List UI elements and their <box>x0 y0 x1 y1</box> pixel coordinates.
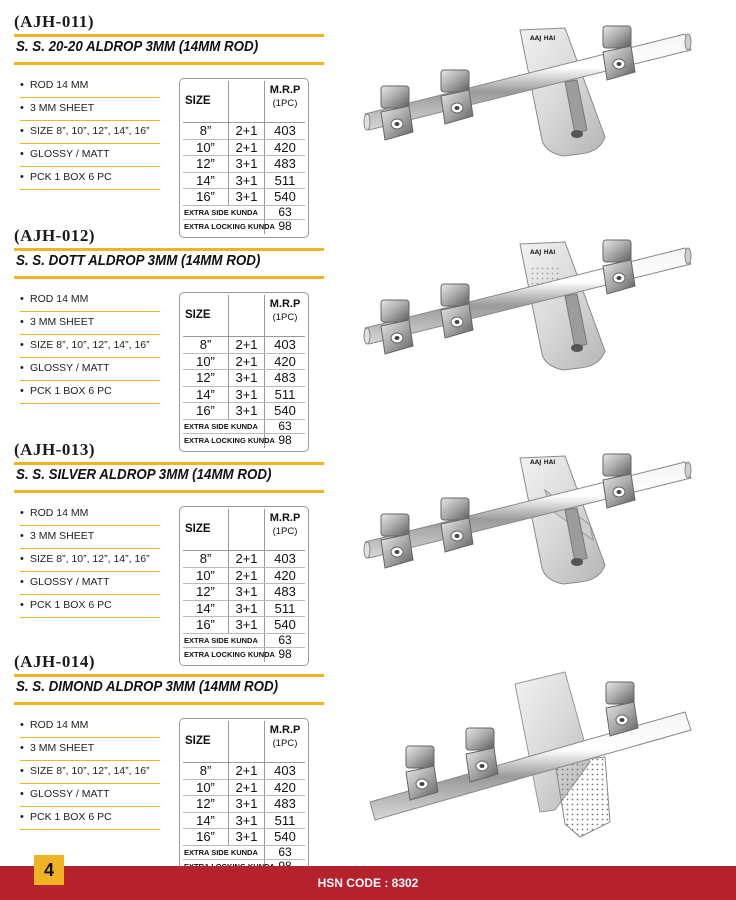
feature-item <box>20 168 160 191</box>
brand-mark: AAJ HAI <box>530 35 556 42</box>
feature-text: SIZE 8”, 10”, 12”, 14”, 16” <box>30 553 150 565</box>
cell-pack: 2+1 <box>229 337 265 353</box>
extra-row <box>183 206 305 220</box>
cell-pack: 3+1 <box>229 584 265 600</box>
table-row <box>183 403 305 420</box>
extra-label: EXTRA LOCKING KUNDA <box>183 648 265 662</box>
feature-text: PCK 1 BOX 6 PC <box>30 385 112 397</box>
feature-item <box>20 596 160 619</box>
feature-item <box>20 716 160 739</box>
feature-text: GLOSSY / MATT <box>30 148 110 160</box>
cell-size: 8” <box>183 123 229 139</box>
cell-pack: 3+1 <box>229 403 265 419</box>
cell-mrp: 511 <box>274 600 296 616</box>
price-table <box>179 78 309 238</box>
feature-list <box>20 290 160 405</box>
product-code: (AJH-014) <box>14 652 95 671</box>
table-row <box>183 763 305 780</box>
footer-bar <box>0 866 736 900</box>
table-row <box>183 123 305 140</box>
feature-text: GLOSSY / MATT <box>30 362 110 374</box>
feature-item <box>20 122 160 145</box>
bullet-icon: • <box>20 148 24 160</box>
mrp-header: M.R.P <box>269 84 301 96</box>
cell-size: 14” <box>183 813 229 829</box>
cell-mrp: 420 <box>274 779 296 795</box>
accent-rule <box>14 62 324 65</box>
cell-mrp: 511 <box>274 172 296 188</box>
bullet-icon: • <box>20 742 24 754</box>
cell-mrp: 403 <box>274 123 296 138</box>
cell-mrp: 420 <box>274 567 296 583</box>
price-table <box>179 718 309 878</box>
table-row <box>183 387 305 404</box>
feature-text: ROD 14 MM <box>30 79 89 91</box>
feature-text: ROD 14 MM <box>30 719 89 731</box>
feature-text: 3 MM SHEET <box>30 102 95 114</box>
cell-size: 8” <box>183 551 229 567</box>
feature-text: SIZE 8”, 10”, 12”, 14”, 16” <box>30 125 150 137</box>
table-row <box>183 601 305 618</box>
brand-mark: AAJ HAI <box>530 459 556 466</box>
feature-item <box>20 76 160 99</box>
extra-mrp: 63 <box>278 204 292 219</box>
accent-rule <box>14 248 324 251</box>
feature-text: GLOSSY / MATT <box>30 788 110 800</box>
table-row <box>183 617 305 634</box>
extra-row <box>183 634 305 648</box>
pack-header <box>229 81 265 122</box>
feature-item <box>20 313 160 336</box>
table-row <box>183 156 305 173</box>
cell-mrp: 403 <box>274 551 296 566</box>
unit-header: (1PC) <box>272 738 298 749</box>
product-code: (AJH-011) <box>14 12 95 31</box>
cell-size: 10” <box>183 354 229 370</box>
cell-pack: 3+1 <box>229 156 265 172</box>
unit-header: (1PC) <box>272 312 298 323</box>
pack-header <box>229 295 265 336</box>
cell-pack: 3+1 <box>229 796 265 812</box>
extra-mrp: 63 <box>278 418 292 433</box>
cell-size: 8” <box>183 337 229 353</box>
accent-rule <box>14 674 324 677</box>
table-row <box>183 173 305 190</box>
product-section <box>0 440 736 661</box>
feature-text: ROD 14 MM <box>30 507 89 519</box>
table-row <box>183 829 305 846</box>
feature-item <box>20 336 160 359</box>
extra-label: EXTRA SIDE KUNDA <box>183 206 265 219</box>
extra-mrp: 63 <box>278 844 292 859</box>
cell-pack: 3+1 <box>229 617 265 633</box>
bullet-icon: • <box>20 293 24 305</box>
table-row <box>183 354 305 371</box>
accent-rule <box>14 34 324 37</box>
bullet-icon: • <box>20 788 24 800</box>
cell-mrp: 511 <box>274 386 296 402</box>
feature-list <box>20 716 160 831</box>
feature-list <box>20 504 160 619</box>
cell-size: 16” <box>183 403 229 419</box>
mrp-header-cell <box>265 295 305 336</box>
product-image <box>355 440 700 652</box>
cell-pack: 2+1 <box>229 140 265 156</box>
bullet-icon: • <box>20 719 24 731</box>
cell-size: 12” <box>183 156 229 172</box>
extra-mrp: 98 <box>278 218 292 233</box>
product-section <box>0 226 736 447</box>
size-header: SIZE <box>183 509 229 550</box>
cell-mrp: 403 <box>274 763 296 778</box>
cell-size: 16” <box>183 617 229 633</box>
product-image <box>355 652 700 864</box>
bullet-icon: • <box>20 102 24 114</box>
feature-item <box>20 573 160 596</box>
extra-mrp: 98 <box>278 646 292 661</box>
bullet-icon: • <box>20 171 24 183</box>
cell-size: 14” <box>183 387 229 403</box>
bullet-icon: • <box>20 125 24 137</box>
mrp-header-cell <box>265 81 305 122</box>
extra-label: EXTRA LOCKING KUNDA <box>183 434 265 448</box>
feature-text: SIZE 8”, 10”, 12”, 14”, 16” <box>30 765 150 777</box>
unit-header: (1PC) <box>272 526 298 537</box>
price-table-header <box>183 509 305 551</box>
cell-mrp: 483 <box>274 370 296 385</box>
cell-mrp: 540 <box>274 189 296 204</box>
mrp-header-cell <box>265 721 305 762</box>
cell-mrp: 511 <box>274 812 296 828</box>
table-row <box>183 813 305 830</box>
extra-label: EXTRA SIDE KUNDA <box>183 420 265 433</box>
product-title: S. S. DOTT ALDROP 3MM (14MM ROD) <box>16 253 261 269</box>
cell-mrp: 483 <box>274 156 296 171</box>
cell-mrp: 420 <box>274 139 296 155</box>
cell-mrp: 540 <box>274 829 296 844</box>
cell-pack: 3+1 <box>229 189 265 205</box>
feature-item <box>20 382 160 405</box>
cell-mrp: 403 <box>274 337 296 352</box>
cell-pack: 2+1 <box>229 551 265 567</box>
table-row <box>183 370 305 387</box>
product-image <box>355 226 700 438</box>
cell-pack: 3+1 <box>229 829 265 845</box>
price-table-header <box>183 295 305 337</box>
extra-label: EXTRA SIDE KUNDA <box>183 634 265 647</box>
feature-item <box>20 808 160 831</box>
cell-pack: 2+1 <box>229 354 265 370</box>
feature-item <box>20 359 160 382</box>
cell-pack: 3+1 <box>229 601 265 617</box>
feature-text: 3 MM SHEET <box>30 742 95 754</box>
table-row <box>183 337 305 354</box>
cell-pack: 3+1 <box>229 813 265 829</box>
cell-pack: 2+1 <box>229 123 265 139</box>
bullet-icon: • <box>20 362 24 374</box>
cell-size: 10” <box>183 140 229 156</box>
cell-pack: 3+1 <box>229 387 265 403</box>
cell-size: 10” <box>183 780 229 796</box>
unit-header: (1PC) <box>272 98 298 109</box>
bullet-icon: • <box>20 811 24 823</box>
feature-text: SIZE 8”, 10”, 12”, 14”, 16” <box>30 339 150 351</box>
feature-item <box>20 785 160 808</box>
feature-item <box>20 145 160 168</box>
mrp-header-cell <box>265 509 305 550</box>
cell-pack: 3+1 <box>229 370 265 386</box>
aldrop-product-image <box>355 652 700 864</box>
feature-item <box>20 290 160 313</box>
product-image <box>355 12 700 224</box>
aldrop-product-image <box>355 440 700 652</box>
cell-mrp: 540 <box>274 617 296 632</box>
cell-size: 10” <box>183 568 229 584</box>
price-table <box>179 506 309 666</box>
feature-item <box>20 527 160 550</box>
feature-text: PCK 1 BOX 6 PC <box>30 811 112 823</box>
accent-rule <box>14 276 324 279</box>
page-number: 4 <box>34 855 64 885</box>
aldrop-product-image <box>355 226 700 438</box>
size-header: SIZE <box>183 81 229 122</box>
mrp-header: M.R.P <box>269 298 301 310</box>
cell-mrp: 483 <box>274 796 296 811</box>
extra-label: EXTRA SIDE KUNDA <box>183 846 265 859</box>
extra-mrp: 63 <box>278 632 292 647</box>
cell-pack: 3+1 <box>229 173 265 189</box>
table-row <box>183 796 305 813</box>
bullet-icon: • <box>20 316 24 328</box>
feature-item <box>20 99 160 122</box>
feature-text: GLOSSY / MATT <box>30 576 110 588</box>
feature-item <box>20 762 160 785</box>
cell-mrp: 483 <box>274 584 296 599</box>
feature-list <box>20 76 160 191</box>
bullet-icon: • <box>20 576 24 588</box>
price-table <box>179 292 309 452</box>
product-section <box>0 12 736 233</box>
pack-header <box>229 721 265 762</box>
size-header: SIZE <box>183 295 229 336</box>
product-title: S. S. DIMOND ALDROP 3MM (14MM ROD) <box>16 679 279 695</box>
feature-text: 3 MM SHEET <box>30 530 95 542</box>
cell-pack: 2+1 <box>229 780 265 796</box>
mrp-header: M.R.P <box>269 512 301 524</box>
mrp-header: M.R.P <box>269 724 301 736</box>
cell-size: 12” <box>183 584 229 600</box>
table-row <box>183 780 305 797</box>
cell-mrp: 420 <box>274 353 296 369</box>
cell-size: 16” <box>183 829 229 845</box>
size-header: SIZE <box>183 721 229 762</box>
extra-mrp: 98 <box>278 432 292 447</box>
feature-item <box>20 550 160 573</box>
bullet-icon: • <box>20 530 24 542</box>
price-table-header <box>183 81 305 123</box>
feature-text: ROD 14 MM <box>30 293 89 305</box>
feature-item <box>20 739 160 762</box>
table-row <box>183 140 305 157</box>
table-row <box>183 189 305 206</box>
accent-rule <box>14 702 324 705</box>
brand-mark: AAJ HAI <box>530 249 556 256</box>
hsn-code: HSN CODE : 8302 <box>317 876 419 890</box>
cell-pack: 2+1 <box>229 568 265 584</box>
bullet-icon: • <box>20 79 24 91</box>
price-table-header <box>183 721 305 763</box>
cell-size: 16” <box>183 189 229 205</box>
cell-size: 12” <box>183 796 229 812</box>
feature-item <box>20 504 160 527</box>
accent-rule <box>14 462 324 465</box>
cell-size: 8” <box>183 763 229 779</box>
product-title: S. S. 20-20 ALDROP 3MM (14MM ROD) <box>16 39 259 55</box>
extra-row <box>183 420 305 434</box>
product-code: (AJH-012) <box>14 226 95 245</box>
feature-text: 3 MM SHEET <box>30 316 95 328</box>
pack-header <box>229 509 265 550</box>
product-code: (AJH-013) <box>14 440 95 459</box>
bullet-icon: • <box>20 553 24 565</box>
cell-size: 12” <box>183 370 229 386</box>
feature-text: PCK 1 BOX 6 PC <box>30 171 112 183</box>
feature-text: PCK 1 BOX 6 PC <box>30 599 112 611</box>
cell-mrp: 540 <box>274 403 296 418</box>
product-title: S. S. SILVER ALDROP 3MM (14MM ROD) <box>16 467 272 483</box>
bullet-icon: • <box>20 385 24 397</box>
bullet-icon: • <box>20 599 24 611</box>
bullet-icon: • <box>20 765 24 777</box>
accent-rule <box>14 490 324 493</box>
aldrop-product-image <box>355 12 700 224</box>
table-row <box>183 568 305 585</box>
bullet-icon: • <box>20 507 24 519</box>
cell-pack: 2+1 <box>229 763 265 779</box>
table-row <box>183 551 305 568</box>
product-section <box>0 652 736 864</box>
bullet-icon: • <box>20 339 24 351</box>
extra-row <box>183 846 305 860</box>
table-row <box>183 584 305 601</box>
cell-size: 14” <box>183 173 229 189</box>
extra-label: EXTRA LOCKING KUNDA <box>183 220 265 234</box>
cell-size: 14” <box>183 601 229 617</box>
